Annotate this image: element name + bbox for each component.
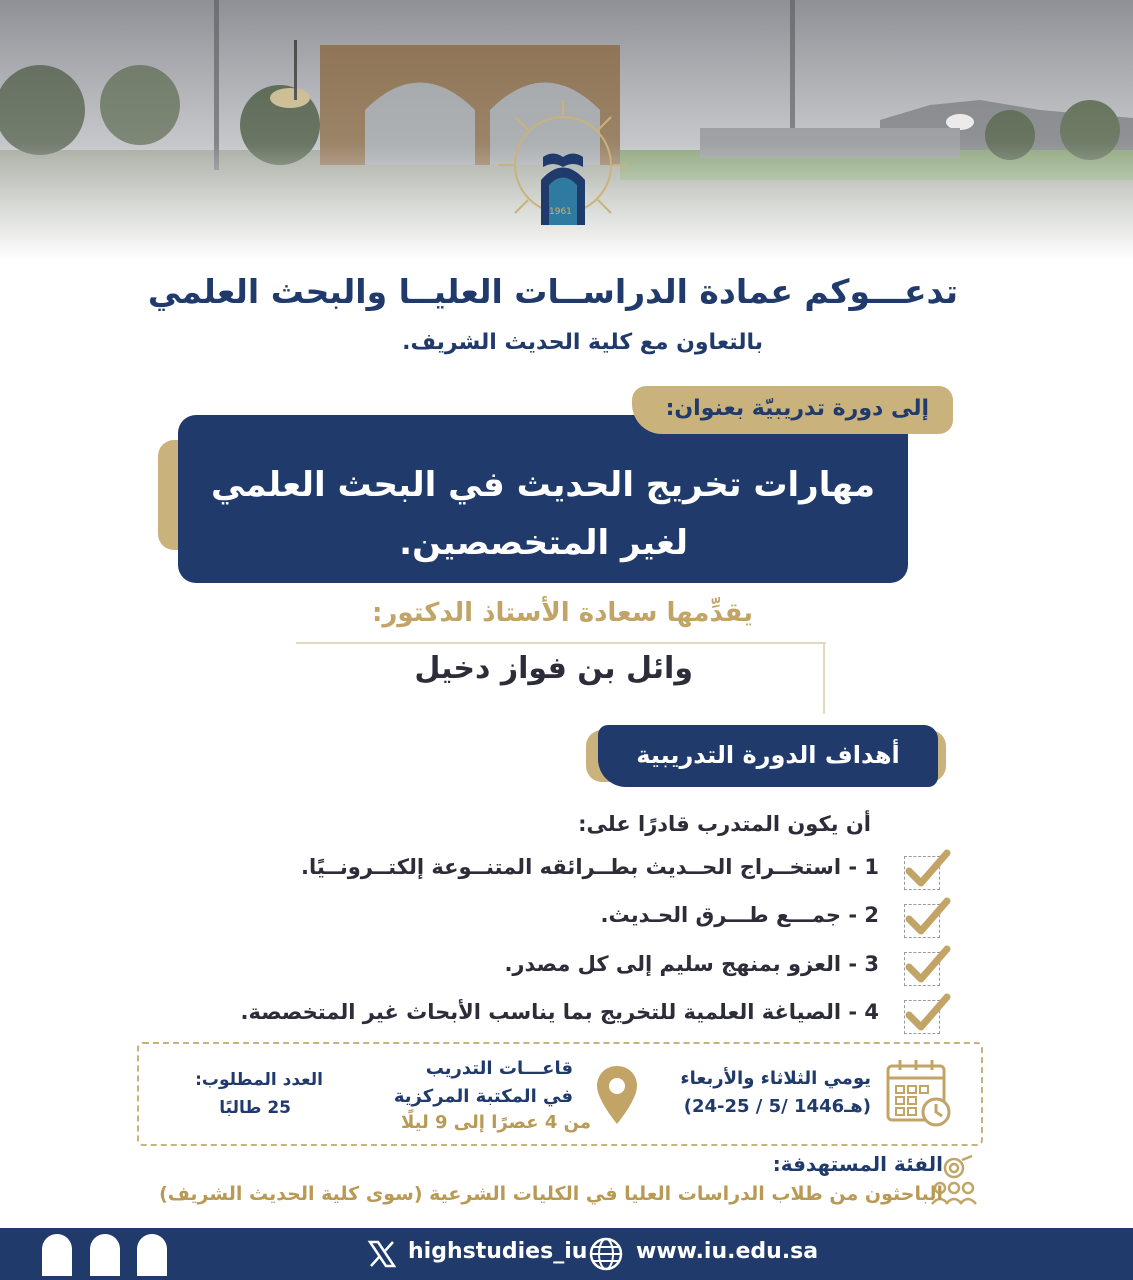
target-label: الفئة المستهدفة: [772,1152,943,1176]
header-subtitle: بالتعاون مع كلية الحديث الشريف. [402,330,763,355]
presenter-label: يقدِّمها سعادة الأستاذ الدكتور: [371,598,753,628]
info-count-label: العدد المطلوب: [195,1070,323,1090]
footer-decoration [137,1234,167,1276]
calendar-icon [882,1056,954,1128]
course-title-line2: لغير المتخصصين. [399,523,688,563]
footer-website[interactable]: www.iu.edu.sa [636,1239,819,1264]
objectives-header: أهداف الدورة التدريبية [598,725,938,787]
globe-icon [588,1236,624,1272]
info-venue-line1: قاعـــات التدريب [425,1058,573,1079]
check-icon [904,904,940,938]
presenter-divider [296,642,826,644]
footer-decoration [42,1234,72,1276]
objectives-intro: أن يكون المتدرب قادرًا على: [578,812,871,836]
footer-decoration [90,1234,120,1276]
check-icon [904,1000,940,1034]
presenter-divider-vertical [823,642,825,714]
objective-item-1: 1 - استخــراج الحــديث بطــرائقه المتنــوعة إلكتــرونــيًا. [301,855,879,879]
check-icon [904,952,940,986]
objective-item-3: 3 - العزو بمنهج سليم إلى كل مصدر. [504,952,879,976]
presenter-name: وائل بن فواز دخيل [414,651,693,686]
info-time: من 4 عصرًا إلى 9 ليلًا [400,1112,591,1133]
info-dates: (24-25 / 5/ 1446هـ) [683,1096,871,1117]
logo-year-text: 1961 [549,207,572,217]
course-title-line1: مهارات تخريج الحديث في البحث العلمي [211,465,875,505]
info-days: يومي الثلاثاء والأربعاء [680,1068,871,1089]
footer-handle[interactable]: highstudies_iu [408,1239,588,1264]
university-logo [493,95,633,235]
course-label: إلى دورة تدريبيّة بعنوان: [632,386,953,434]
objective-item-2: 2 - جمـــع طـــرق الحـديث. [600,903,879,927]
check-icon [904,856,940,890]
info-venue-line2: في المكتبة المركزية [393,1086,573,1107]
location-pin-icon [594,1064,640,1126]
objective-item-4: 4 - الصياغة العلمية للتخريج بما يناسب الأبحاث غير المتخصصة. [240,1000,879,1024]
header-title: تدعـــوكم عمادة الدراســات العليــا والبحث العلمي [147,272,958,311]
x-logo-icon [366,1238,398,1270]
info-count-value: 25 طالبًا [219,1098,291,1118]
target-text: الباحثون من طلاب الدراسات العليا في الكليات الشرعية (سوى كلية الحديث الشريف) [159,1183,943,1205]
